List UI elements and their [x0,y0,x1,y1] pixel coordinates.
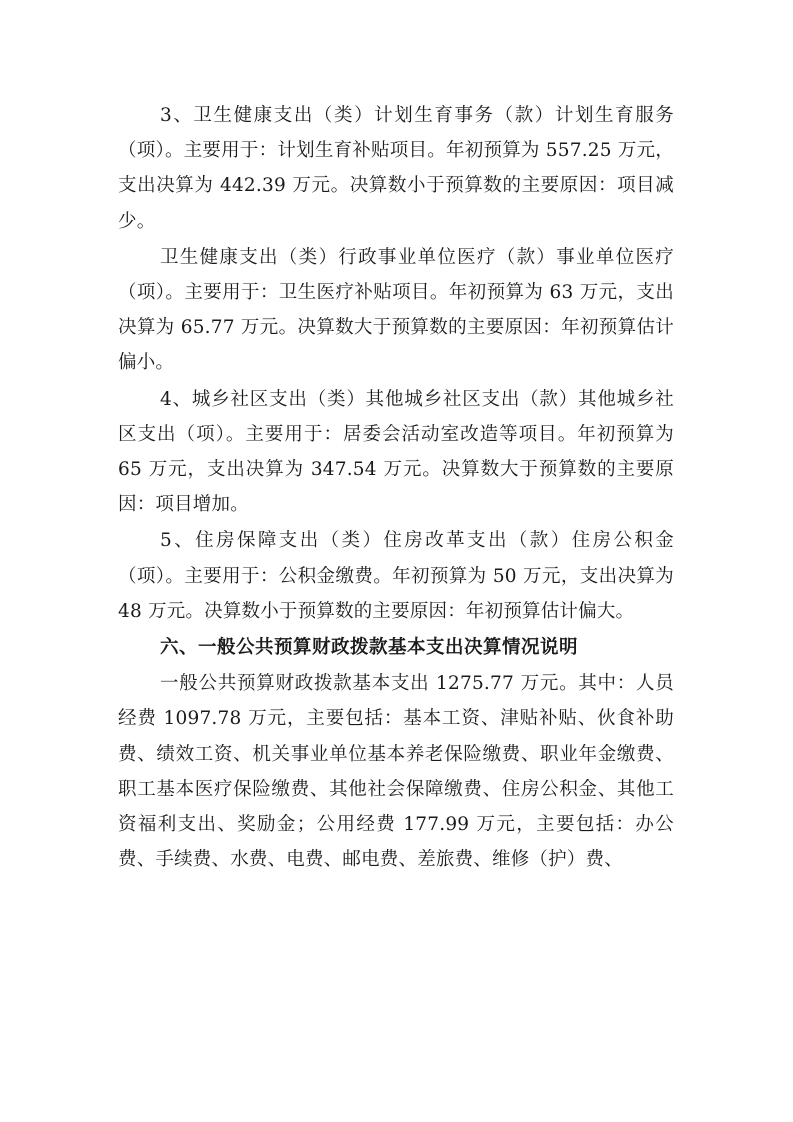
section-heading: 六、一般公共预算财政拨款基本支出决算情况说明 [160,637,579,659]
paragraph-medical-care: 卫生健康支出（类）行政事业单位医疗（款）事业单位医疗（项）。主要用于：卫生医疗补贴项目。年初预算为 63 万元，支出决算为 65.77 万元。决算数大于预算数的主要原因：年初预算估计偏小。 [118,246,674,374]
paragraph-basic-expenditure: 一般公共预算财政拨款基本支出 1275.77 万元。其中：人员经费 1097.78 万元，主要包括：基本工资、津贴补贴、伙食补助费、绩效工资、机关事业单位基本养老保险缴费、职业年金缴费、职工基本医疗保险缴费、其他社会保障缴费、住房公积金、其他工资福利支出、奖励金；公用经费 177.99 万元，主要包括：办公费、手续费、水费、电费、邮电费、差旅费、维修（护）费、 [118,673,674,871]
paragraph-family-planning: 3、卫生健康支出（类）计划生育事务（款）计划生育服务（项）。主要用于：计划生育补贴项目。年初预算为 557.25 万元，支出决算为 442.39 万元。决算数小于预算数的主要原因：项目减少。 [118,105,674,232]
paragraph-urban-rural-community: 4、城乡社区支出（类）其他城乡社区支出（款）其他城乡社区支出（项）。主要用于：居委会活动室改造等项目。年初预算为 65 万元，支出决算为 347.54 万元。决算数大于预算数的主要原因：项目增加。 [118,388,674,516]
paragraph-housing-security: 5、住房保障支出（类）住房改革支出（款）住房公积金（项）。主要用于：公积金缴费。年初预算为 50 万元，支出决算为 48 万元。决算数小于预算数的主要原因：年初预算估计偏大。 [118,530,674,622]
document-body [118,98,674,878]
